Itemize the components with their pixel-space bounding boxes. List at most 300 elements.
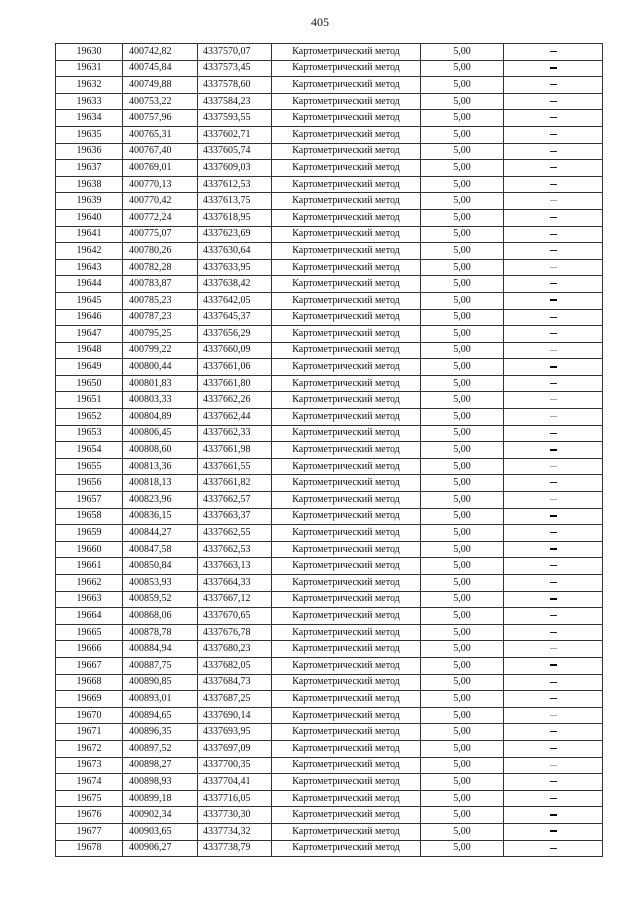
table-row (56, 558, 603, 575)
table-row (56, 740, 603, 757)
note-cell (504, 475, 603, 492)
x-coordinate-cell: 400795,25 (123, 326, 198, 343)
table-row (56, 160, 603, 177)
point-number-cell: 19669 (56, 691, 123, 708)
note-cell (504, 724, 603, 741)
point-number-cell: 19647 (56, 326, 123, 343)
method-cell: Картометрический метод (272, 77, 421, 94)
x-coordinate-cell: 400903,65 (123, 823, 198, 840)
table-row (56, 409, 603, 426)
accuracy-cell: 5,00 (421, 624, 504, 641)
table-row (56, 442, 603, 459)
method-cell: Картометрический метод (272, 392, 421, 409)
method-cell: Картометрический метод (272, 309, 421, 326)
accuracy-cell: 5,00 (421, 740, 504, 757)
note-cell (504, 442, 603, 459)
method-cell: Картометрический метод (272, 492, 421, 509)
method-cell: Картометрический метод (272, 674, 421, 691)
table-row (56, 243, 603, 260)
accuracy-cell: 5,00 (421, 558, 504, 575)
accuracy-cell: 5,00 (421, 259, 504, 276)
method-cell: Картометрический метод (272, 292, 421, 309)
dash-mark (550, 499, 557, 500)
method-cell: Картометрический метод (272, 757, 421, 774)
x-coordinate-cell: 400902,34 (123, 807, 198, 824)
note-cell (504, 575, 603, 592)
dash-mark (550, 449, 557, 451)
accuracy-cell: 5,00 (421, 591, 504, 608)
y-coordinate-cell: 4337662,44 (198, 409, 272, 426)
table-row (56, 126, 603, 143)
point-number-cell: 19670 (56, 707, 123, 724)
x-coordinate-cell: 400887,75 (123, 657, 198, 674)
method-cell: Картометрический метод (272, 575, 421, 592)
x-coordinate-cell: 400836,15 (123, 508, 198, 525)
point-number-cell: 19642 (56, 243, 123, 260)
table-row (56, 641, 603, 658)
note-cell (504, 608, 603, 625)
x-coordinate-cell: 400804,89 (123, 409, 198, 426)
dash-mark (550, 283, 557, 284)
y-coordinate-cell: 4337612,53 (198, 176, 272, 193)
dash-mark (550, 366, 557, 368)
y-coordinate-cell: 4337684,73 (198, 674, 272, 691)
y-coordinate-cell: 4337633,95 (198, 259, 272, 276)
point-number-cell: 19668 (56, 674, 123, 691)
y-coordinate-cell: 4337609,03 (198, 160, 272, 177)
point-number-cell: 19675 (56, 790, 123, 807)
table-row (56, 691, 603, 708)
dash-mark (550, 184, 557, 185)
dash-mark (550, 515, 557, 517)
dash-mark (550, 781, 557, 782)
table-row (56, 624, 603, 641)
table-row (56, 823, 603, 840)
accuracy-cell: 5,00 (421, 342, 504, 359)
y-coordinate-cell: 4337642,05 (198, 292, 272, 309)
point-number-cell: 19666 (56, 641, 123, 658)
point-number-cell: 19630 (56, 44, 123, 61)
note-cell (504, 342, 603, 359)
y-coordinate-cell: 4337697,09 (198, 740, 272, 757)
point-number-cell: 19677 (56, 823, 123, 840)
accuracy-cell: 5,00 (421, 392, 504, 409)
note-cell (504, 508, 603, 525)
table-row (56, 309, 603, 326)
y-coordinate-cell: 4337690,14 (198, 707, 272, 724)
point-number-cell: 19650 (56, 375, 123, 392)
y-coordinate-cell: 4337661,82 (198, 475, 272, 492)
dash-mark (550, 830, 557, 832)
dash-mark (550, 167, 557, 168)
point-number-cell: 19656 (56, 475, 123, 492)
dash-mark (550, 548, 557, 550)
table-row (56, 707, 603, 724)
dash-mark (550, 715, 557, 716)
x-coordinate-cell: 400847,58 (123, 541, 198, 558)
method-cell: Картометрический метод (272, 541, 421, 558)
x-coordinate-cell: 400749,88 (123, 77, 198, 94)
table-row (56, 724, 603, 741)
accuracy-cell: 5,00 (421, 276, 504, 293)
point-number-cell: 19644 (56, 276, 123, 293)
point-number-cell: 19641 (56, 226, 123, 243)
method-cell: Картометрический метод (272, 160, 421, 177)
x-coordinate-cell: 400868,06 (123, 608, 198, 625)
x-coordinate-cell: 400859,52 (123, 591, 198, 608)
point-number-cell: 19653 (56, 425, 123, 442)
table-row (56, 259, 603, 276)
note-cell (504, 259, 603, 276)
method-cell: Картометрический метод (272, 840, 421, 857)
table-row (56, 425, 603, 442)
note-cell (504, 790, 603, 807)
method-cell: Картометрический метод (272, 823, 421, 840)
dash-mark (550, 814, 557, 816)
table-row (56, 292, 603, 309)
accuracy-cell: 5,00 (421, 575, 504, 592)
x-coordinate-cell: 400896,35 (123, 724, 198, 741)
table-row (56, 541, 603, 558)
x-coordinate-cell: 400767,40 (123, 143, 198, 160)
point-number-cell: 19640 (56, 209, 123, 226)
method-cell: Картометрический метод (272, 458, 421, 475)
method-cell: Картометрический метод (272, 259, 421, 276)
accuracy-cell: 5,00 (421, 425, 504, 442)
point-number-cell: 19671 (56, 724, 123, 741)
x-coordinate-cell: 400898,27 (123, 757, 198, 774)
x-coordinate-cell: 400780,26 (123, 243, 198, 260)
method-cell: Картометрический метод (272, 691, 421, 708)
accuracy-cell: 5,00 (421, 807, 504, 824)
x-coordinate-cell: 400806,45 (123, 425, 198, 442)
dash-mark (550, 731, 557, 732)
dash-mark (550, 682, 557, 683)
note-cell (504, 276, 603, 293)
x-coordinate-cell: 400757,96 (123, 110, 198, 127)
table-row (56, 110, 603, 127)
y-coordinate-cell: 4337602,71 (198, 126, 272, 143)
y-coordinate-cell: 4337680,23 (198, 641, 272, 658)
point-number-cell: 19651 (56, 392, 123, 409)
y-coordinate-cell: 4337664,33 (198, 575, 272, 592)
table-row (56, 392, 603, 409)
point-number-cell: 19637 (56, 160, 123, 177)
accuracy-cell: 5,00 (421, 608, 504, 625)
point-number-cell: 19655 (56, 458, 123, 475)
method-cell: Картометрический метод (272, 60, 421, 77)
dash-mark (550, 151, 557, 152)
note-cell (504, 243, 603, 260)
method-cell: Картометрический метод (272, 44, 421, 61)
page-number: 405 (311, 15, 329, 29)
table-row (56, 458, 603, 475)
y-coordinate-cell: 4337662,57 (198, 492, 272, 509)
x-coordinate-cell: 400884,94 (123, 641, 198, 658)
coordinates-table-body (56, 44, 603, 857)
dash-mark (550, 598, 557, 600)
table-row (56, 342, 603, 359)
note-cell (504, 641, 603, 658)
method-cell: Картометрический метод (272, 707, 421, 724)
accuracy-cell: 5,00 (421, 143, 504, 160)
method-cell: Картометрический метод (272, 724, 421, 741)
y-coordinate-cell: 4337660,09 (198, 342, 272, 359)
table-row (56, 757, 603, 774)
note-cell (504, 823, 603, 840)
dash-mark (550, 765, 557, 766)
accuracy-cell: 5,00 (421, 475, 504, 492)
table-row (56, 674, 603, 691)
note-cell (504, 209, 603, 226)
y-coordinate-cell: 4337618,95 (198, 209, 272, 226)
x-coordinate-cell: 400808,60 (123, 442, 198, 459)
point-number-cell: 19638 (56, 176, 123, 193)
accuracy-cell: 5,00 (421, 110, 504, 127)
note-cell (504, 740, 603, 757)
table-row (56, 326, 603, 343)
point-number-cell: 19643 (56, 259, 123, 276)
y-coordinate-cell: 4337584,23 (198, 93, 272, 110)
point-number-cell: 19672 (56, 740, 123, 757)
y-coordinate-cell: 4337605,74 (198, 143, 272, 160)
x-coordinate-cell: 400818,13 (123, 475, 198, 492)
method-cell: Картометрический метод (272, 774, 421, 791)
table-row (56, 193, 603, 210)
dash-mark (550, 416, 557, 417)
x-coordinate-cell: 400844,27 (123, 525, 198, 542)
x-coordinate-cell: 400850,84 (123, 558, 198, 575)
table-row (56, 77, 603, 94)
y-coordinate-cell: 4337662,33 (198, 425, 272, 442)
y-coordinate-cell: 4337663,37 (198, 508, 272, 525)
accuracy-cell: 5,00 (421, 757, 504, 774)
note-cell (504, 309, 603, 326)
dash-mark (550, 798, 557, 799)
x-coordinate-cell: 400742,82 (123, 44, 198, 61)
dash-mark (550, 383, 557, 384)
method-cell: Картометрический метод (272, 558, 421, 575)
y-coordinate-cell: 4337638,42 (198, 276, 272, 293)
note-cell (504, 375, 603, 392)
note-cell (504, 492, 603, 509)
accuracy-cell: 5,00 (421, 226, 504, 243)
point-number-cell: 19660 (56, 541, 123, 558)
x-coordinate-cell: 400770,13 (123, 176, 198, 193)
y-coordinate-cell: 4337693,95 (198, 724, 272, 741)
accuracy-cell: 5,00 (421, 541, 504, 558)
y-coordinate-cell: 4337662,26 (198, 392, 272, 409)
method-cell: Картометрический метод (272, 425, 421, 442)
y-coordinate-cell: 4337661,98 (198, 442, 272, 459)
accuracy-cell: 5,00 (421, 707, 504, 724)
y-coordinate-cell: 4337613,75 (198, 193, 272, 210)
method-cell: Картометрический метод (272, 475, 421, 492)
accuracy-cell: 5,00 (421, 375, 504, 392)
note-cell (504, 193, 603, 210)
x-coordinate-cell: 400897,52 (123, 740, 198, 757)
table-row (56, 840, 603, 857)
method-cell: Картометрический метод (272, 93, 421, 110)
method-cell: Картометрический метод (272, 657, 421, 674)
point-number-cell: 19664 (56, 608, 123, 625)
point-number-cell: 19673 (56, 757, 123, 774)
method-cell: Картометрический метод (272, 193, 421, 210)
table-row (56, 44, 603, 61)
x-coordinate-cell: 400823,96 (123, 492, 198, 509)
note-cell (504, 409, 603, 426)
dash-mark (550, 648, 557, 649)
accuracy-cell: 5,00 (421, 790, 504, 807)
y-coordinate-cell: 4337623,69 (198, 226, 272, 243)
dash-mark (550, 299, 557, 301)
dash-mark (550, 848, 557, 849)
dash-mark (550, 333, 557, 334)
y-coordinate-cell: 4337676,78 (198, 624, 272, 641)
accuracy-cell: 5,00 (421, 44, 504, 61)
table-row (56, 276, 603, 293)
method-cell: Картометрический метод (272, 326, 421, 343)
note-cell (504, 707, 603, 724)
accuracy-cell: 5,00 (421, 657, 504, 674)
y-coordinate-cell: 4337738,79 (198, 840, 272, 857)
point-number-cell: 19663 (56, 591, 123, 608)
y-coordinate-cell: 4337656,29 (198, 326, 272, 343)
point-number-cell: 19632 (56, 77, 123, 94)
point-number-cell: 19662 (56, 575, 123, 592)
method-cell: Картометрический метод (272, 624, 421, 641)
table-row (56, 143, 603, 160)
note-cell (504, 657, 603, 674)
note-cell (504, 840, 603, 857)
accuracy-cell: 5,00 (421, 77, 504, 94)
dash-mark (550, 482, 557, 483)
accuracy-cell: 5,00 (421, 525, 504, 542)
method-cell: Картометрический метод (272, 143, 421, 160)
note-cell (504, 541, 603, 558)
x-coordinate-cell: 400893,01 (123, 691, 198, 708)
accuracy-cell: 5,00 (421, 823, 504, 840)
accuracy-cell: 5,00 (421, 774, 504, 791)
accuracy-cell: 5,00 (421, 458, 504, 475)
y-coordinate-cell: 4337645,37 (198, 309, 272, 326)
x-coordinate-cell: 400890,85 (123, 674, 198, 691)
table-row (56, 375, 603, 392)
dash-mark (550, 200, 557, 201)
table-row (56, 807, 603, 824)
point-number-cell: 19634 (56, 110, 123, 127)
dash-mark (550, 67, 557, 69)
y-coordinate-cell: 4337663,13 (198, 558, 272, 575)
point-number-cell: 19665 (56, 624, 123, 641)
y-coordinate-cell: 4337578,60 (198, 77, 272, 94)
note-cell (504, 458, 603, 475)
x-coordinate-cell: 400772,24 (123, 209, 198, 226)
dash-mark (550, 117, 557, 118)
note-cell (504, 757, 603, 774)
table-row (56, 525, 603, 542)
method-cell: Картометрический метод (272, 591, 421, 608)
note-cell (504, 674, 603, 691)
point-number-cell: 19645 (56, 292, 123, 309)
table-row (56, 575, 603, 592)
dash-mark (550, 615, 557, 616)
x-coordinate-cell: 400803,33 (123, 392, 198, 409)
dash-mark (550, 532, 557, 533)
table-row (56, 608, 603, 625)
x-coordinate-cell: 400787,23 (123, 309, 198, 326)
accuracy-cell: 5,00 (421, 508, 504, 525)
y-coordinate-cell: 4337593,55 (198, 110, 272, 127)
point-number-cell: 19639 (56, 193, 123, 210)
table-row (56, 176, 603, 193)
note-cell (504, 807, 603, 824)
accuracy-cell: 5,00 (421, 160, 504, 177)
point-number-cell: 19659 (56, 525, 123, 542)
point-number-cell: 19657 (56, 492, 123, 509)
x-coordinate-cell: 400800,44 (123, 359, 198, 376)
note-cell (504, 525, 603, 542)
y-coordinate-cell: 4337734,32 (198, 823, 272, 840)
y-coordinate-cell: 4337730,30 (198, 807, 272, 824)
method-cell: Картометрический метод (272, 508, 421, 525)
note-cell (504, 126, 603, 143)
y-coordinate-cell: 4337662,53 (198, 541, 272, 558)
x-coordinate-cell: 400783,87 (123, 276, 198, 293)
method-cell: Картометрический метод (272, 359, 421, 376)
accuracy-cell: 5,00 (421, 492, 504, 509)
point-number-cell: 19649 (56, 359, 123, 376)
point-number-cell: 19631 (56, 60, 123, 77)
coordinates-table (55, 43, 603, 857)
method-cell: Картометрический метод (272, 110, 421, 127)
y-coordinate-cell: 4337573,45 (198, 60, 272, 77)
note-cell (504, 226, 603, 243)
x-coordinate-cell: 400899,18 (123, 790, 198, 807)
x-coordinate-cell: 400785,23 (123, 292, 198, 309)
y-coordinate-cell: 4337667,12 (198, 591, 272, 608)
accuracy-cell: 5,00 (421, 126, 504, 143)
y-coordinate-cell: 4337661,06 (198, 359, 272, 376)
dash-mark (550, 664, 557, 666)
method-cell: Картометрический метод (272, 209, 421, 226)
table-row (56, 591, 603, 608)
dash-mark (550, 317, 557, 318)
dash-mark (550, 51, 557, 52)
method-cell: Картометрический метод (272, 375, 421, 392)
dash-mark (550, 250, 557, 251)
table-row (56, 60, 603, 77)
point-number-cell: 19652 (56, 409, 123, 426)
method-cell: Картометрический метод (272, 807, 421, 824)
dash-mark (550, 565, 557, 566)
dash-mark (550, 101, 557, 102)
y-coordinate-cell: 4337704,41 (198, 774, 272, 791)
accuracy-cell: 5,00 (421, 840, 504, 857)
point-number-cell: 19658 (56, 508, 123, 525)
table-row (56, 226, 603, 243)
point-number-cell: 19646 (56, 309, 123, 326)
accuracy-cell: 5,00 (421, 409, 504, 426)
point-number-cell: 19674 (56, 774, 123, 791)
x-coordinate-cell: 400894,65 (123, 707, 198, 724)
x-coordinate-cell: 400813,36 (123, 458, 198, 475)
y-coordinate-cell: 4337682,05 (198, 657, 272, 674)
point-number-cell: 19667 (56, 657, 123, 674)
point-number-cell: 19676 (56, 807, 123, 824)
y-coordinate-cell: 4337570,07 (198, 44, 272, 61)
table-row (56, 774, 603, 791)
